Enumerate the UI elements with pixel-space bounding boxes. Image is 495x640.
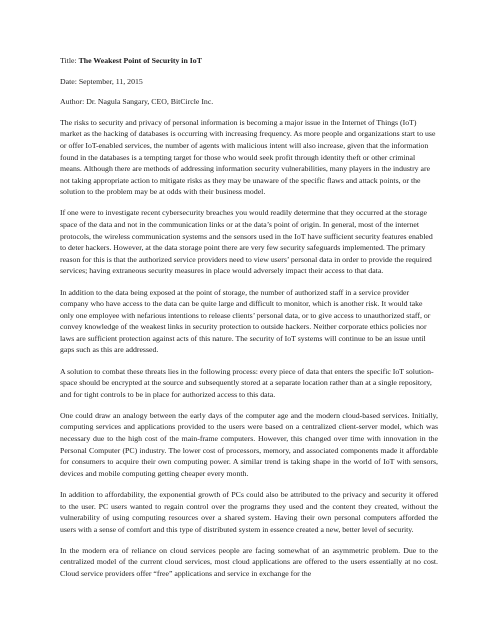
document-title: [60, 55, 438, 67]
paragraph-5: One could draw an analogy between the early days of the computer age and the modern cloud-based services. Initially, computing services and applications provided to the users were based on a centralized client-server model, which was necessary due to the high cost of the main-frame computers. However, this changed over time with innovation in the Personal Computer (PC) industry. The lower cost of processors, memory, and associated components made it affordable for consumers to acquire their own computing power. A similar trend is taking shape in the world of IoT with sensors, devices and mobile computing getting cheaper every month.: [60, 410, 438, 478]
paragraph-7: In the modern era of reliance on cloud services people are facing somewhat of an asymmetric problem. Due to the centralized model of the current cloud services, most cloud applications are offered to the users essentially at no cost. Cloud service providers offer “free” applications and service in exchange for the: [60, 545, 438, 578]
paragraph-4: A solution to combat these threats lies in the following process: every piece of data that enters the specific IoT solution-space should be encrypted at the source and subsequently stored at a separate location rather than at a single repository, and for tight controls to be in place for authorized access to this data.: [60, 366, 434, 399]
paragraph-6: In addition to affordability, the exponential growth of PCs could also be attributed to the privacy and security it offered to the user. PC users wanted to regain control over the programs they used and the content they created, without the vulnerability of using computing resources over a shared system. Having their own personal computers afforded the users with a sense of comfort and this type of distributed system in essence created a new, better level of security.: [60, 489, 438, 534]
title-label: Title:: [60, 56, 79, 65]
paragraph-3: In addition to the data being exposed at the point of storage, the number of authorized staff in a service provider company who have access to the data can be quite large and difficult to monitor, which is another risk. It would take only one employee with nefarious intentions to release clients’ personal data, or to give access to unauthorized staff, or convey knowledge of the weakest links in security protection to outside hackers. Neither corporate ethics policies nor laws are sufficient protection against acts of this nature. The security of IoT systems will continue to be an issue until gaps such as this are addressed.: [60, 287, 431, 355]
paragraph-2: If one were to investigate recent cybersecurity breaches you would readily determine that they occurred at the storage space of the data and not in the communication links or at the data’s point of origin. In general, most of the internet protocols, the wireless communication systems and the sensors used in the IoT have sufficient security features enabled to deter hackers. However, at the data storage point there are very few security safeguards implemented. The primary reason for this is that the authorized service providers need to view users’ personal data in order to provide the required services; having extraneous security measures in place would adversely impact their access to that data.: [60, 208, 433, 276]
document-page: [60, 55, 438, 589]
paragraph-1: The risks to security and privacy of personal information is becoming a major issue in the Internet of Things (IoT) market as the hacking of databases is occurring with increasing frequency. As more people and organizations start to use or offer IoT-enabled services, the number of agents with malicious intent will also increase, given that the information found in the databases is a tempting target for those who would seek profit through identity theft or other criminal means. Although there are methods of addressing information security vulnerabilities, many players in the industry are not taking appropriate action to mitigate risks as they may be unaware of the specific flaws and attack points, or the solution to the problem may be at odds with their business model.: [60, 117, 436, 197]
document-date: Date: September, 11, 2015: [60, 76, 143, 86]
document-author: Author: Dr. Nagula Sangary, CEO, BitCircle Inc.: [60, 97, 214, 107]
title-value: The Weakest Point of Security in IoT: [78, 56, 202, 65]
